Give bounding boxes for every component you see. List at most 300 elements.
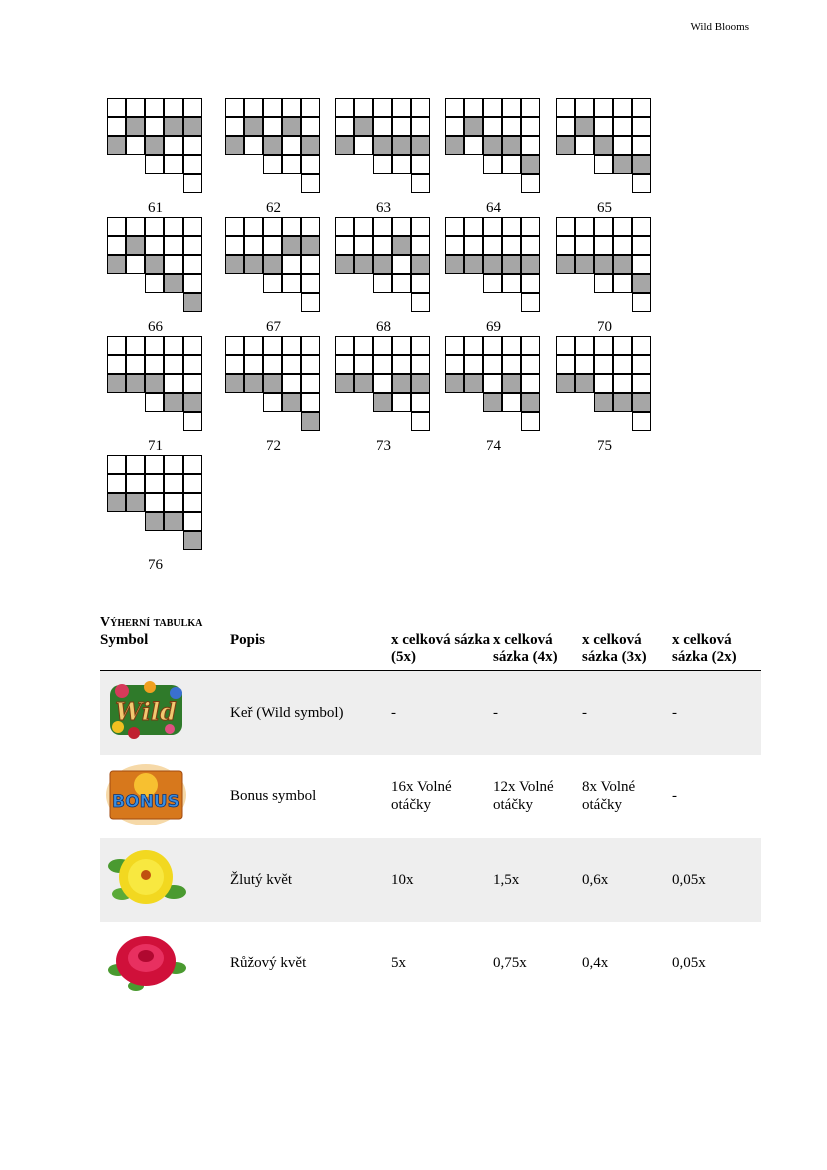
payline-pattern xyxy=(335,217,432,352)
payline-cell xyxy=(411,217,430,236)
payline-cell xyxy=(502,117,521,136)
payline-cell-filled xyxy=(107,374,126,393)
payline-cell xyxy=(354,136,373,155)
pink-rose-icon xyxy=(106,930,186,992)
payline-cell-filled xyxy=(244,255,263,274)
payline-cell-filled xyxy=(164,274,183,293)
payline-cell xyxy=(164,336,183,355)
payline-cell-filled xyxy=(483,255,502,274)
payline-cell xyxy=(373,274,392,293)
payline-cell xyxy=(225,236,244,255)
payline-cell xyxy=(301,393,320,412)
payline-cell xyxy=(164,374,183,393)
payline-pattern xyxy=(556,98,653,233)
payline-cell-filled xyxy=(613,255,632,274)
payline-cell xyxy=(613,355,632,374)
payline-cell xyxy=(183,355,202,374)
payline-cell xyxy=(282,274,301,293)
payline-number: 64 xyxy=(486,200,501,216)
payline-cell xyxy=(521,374,540,393)
payline-pattern xyxy=(335,336,432,471)
payline-cell xyxy=(301,174,320,193)
payline-cell xyxy=(164,217,183,236)
payline-cell xyxy=(107,355,126,374)
payline-number: 73 xyxy=(376,438,391,454)
payline-cell xyxy=(225,117,244,136)
table-row xyxy=(100,671,761,755)
payline-cell xyxy=(392,274,411,293)
payline-number: 72 xyxy=(266,438,281,454)
payline-cell-filled xyxy=(632,393,651,412)
payout-2x: 0,05x xyxy=(672,955,706,972)
payline-cell xyxy=(183,255,202,274)
payline-pattern xyxy=(225,98,322,233)
payline-cell-filled xyxy=(126,236,145,255)
payline-cell xyxy=(301,336,320,355)
payline-cell xyxy=(373,217,392,236)
payline-cell xyxy=(183,455,202,474)
payline-cell xyxy=(502,236,521,255)
payline-cell xyxy=(556,355,575,374)
payline-cell xyxy=(502,155,521,174)
payline-cell-filled xyxy=(575,255,594,274)
payline-cell xyxy=(521,98,540,117)
payline-number: 71 xyxy=(148,438,163,454)
payline-cell xyxy=(632,174,651,193)
payline-cell-filled xyxy=(556,136,575,155)
payline-cell-filled xyxy=(263,255,282,274)
payline-number: 61 xyxy=(148,200,163,216)
payline-cell xyxy=(632,136,651,155)
payline-cell xyxy=(282,155,301,174)
payline-pattern xyxy=(107,217,204,352)
payline-cell-filled xyxy=(392,236,411,255)
payline-cell xyxy=(502,355,521,374)
payline-cell xyxy=(107,336,126,355)
payline-cell xyxy=(411,117,430,136)
wild-symbol-icon xyxy=(106,679,186,741)
payline-cell-filled xyxy=(263,374,282,393)
payline-cell-filled xyxy=(392,136,411,155)
payline-cell-filled xyxy=(411,255,430,274)
payline-cell xyxy=(575,355,594,374)
payline-cell xyxy=(145,393,164,412)
payline-cell-filled xyxy=(244,374,263,393)
payline-cell xyxy=(594,98,613,117)
payline-cell xyxy=(373,336,392,355)
payline-cell xyxy=(183,474,202,493)
payline-cell xyxy=(594,336,613,355)
payline-cell xyxy=(183,217,202,236)
payline-cell xyxy=(594,236,613,255)
payline-cell-filled xyxy=(594,255,613,274)
paytable xyxy=(100,632,761,1005)
payline-cell xyxy=(483,217,502,236)
payline-cell xyxy=(263,336,282,355)
payline-cell xyxy=(145,274,164,293)
payline-number: 76 xyxy=(148,557,163,573)
payline-number: 69 xyxy=(486,319,501,335)
payline-cell xyxy=(126,136,145,155)
payline-cell xyxy=(411,355,430,374)
payline-cell xyxy=(164,255,183,274)
payline-cell xyxy=(594,155,613,174)
payline-cell-filled xyxy=(464,374,483,393)
payline-cell-filled xyxy=(613,155,632,174)
payline-cell xyxy=(521,293,540,312)
table-row xyxy=(100,922,761,1006)
payline-cell xyxy=(301,355,320,374)
payline-cell xyxy=(164,98,183,117)
payline-cell xyxy=(373,236,392,255)
payline-cell-filled xyxy=(164,393,183,412)
payline-cell xyxy=(301,274,320,293)
payline-cell-filled xyxy=(335,255,354,274)
payout-3x: 0,6x xyxy=(582,838,672,922)
payline-cell xyxy=(263,236,282,255)
page-header-title: Wild Blooms xyxy=(690,21,749,33)
payline-cell xyxy=(411,98,430,117)
payline-cell xyxy=(613,136,632,155)
payline-cell xyxy=(575,217,594,236)
col-description: Popis xyxy=(230,632,391,671)
payline-pattern xyxy=(107,336,204,471)
payline-cell-filled xyxy=(282,117,301,136)
payline-cell xyxy=(613,217,632,236)
payline-cell xyxy=(483,336,502,355)
payline-cell xyxy=(502,336,521,355)
payline-cell xyxy=(632,355,651,374)
payline-cell-filled xyxy=(521,155,540,174)
payline-cell xyxy=(244,236,263,255)
payline-cell-filled xyxy=(145,136,164,155)
payline-cell xyxy=(411,393,430,412)
payout-5x: - xyxy=(391,671,493,755)
payline-cell-filled xyxy=(126,374,145,393)
bonus-symbol-icon xyxy=(106,763,186,825)
payline-cell-filled xyxy=(632,274,651,293)
payline-cell-filled xyxy=(445,255,464,274)
payline-cell xyxy=(244,217,263,236)
payline-cell xyxy=(594,117,613,136)
payline-cell xyxy=(392,98,411,117)
payline-cell xyxy=(145,236,164,255)
payline-cell-filled xyxy=(183,293,202,312)
payline-cell xyxy=(282,136,301,155)
payline-cell-filled xyxy=(225,255,244,274)
payline-cell xyxy=(301,98,320,117)
payline-cell xyxy=(263,117,282,136)
paytable-title: Výherní tabulka xyxy=(100,615,203,630)
payout-4x: 12x Volné otáčky xyxy=(493,779,554,814)
payline-cell xyxy=(164,355,183,374)
payout-2x: - xyxy=(672,671,761,755)
payline-pattern xyxy=(556,217,653,352)
payline-cell-filled xyxy=(301,412,320,431)
payline-cell xyxy=(354,98,373,117)
payline-cell-filled xyxy=(225,374,244,393)
payline-cell xyxy=(244,355,263,374)
payline-number: 70 xyxy=(597,319,612,335)
payline-cell xyxy=(107,236,126,255)
payline-cell xyxy=(632,98,651,117)
payline-cell-filled xyxy=(464,255,483,274)
payline-cell-filled xyxy=(464,117,483,136)
payline-cell xyxy=(464,98,483,117)
payline-cell-filled xyxy=(392,374,411,393)
payline-cell xyxy=(521,412,540,431)
payline-cell xyxy=(483,98,502,117)
payline-cell xyxy=(392,155,411,174)
payout-4x: - xyxy=(493,671,582,755)
payline-cell xyxy=(282,98,301,117)
payline-cell xyxy=(301,117,320,136)
payline-cell-filled xyxy=(483,136,502,155)
payline-cell xyxy=(613,374,632,393)
payline-cell xyxy=(301,155,320,174)
payline-cell xyxy=(183,512,202,531)
payline-cell xyxy=(282,374,301,393)
payline-cell xyxy=(107,117,126,136)
payline-cell xyxy=(145,355,164,374)
payline-cell xyxy=(556,98,575,117)
payline-cell xyxy=(483,355,502,374)
payline-cell xyxy=(613,274,632,293)
payline-cell xyxy=(183,374,202,393)
payline-cell-filled xyxy=(282,393,301,412)
payline-cell xyxy=(183,412,202,431)
payline-cell xyxy=(575,98,594,117)
payline-cell xyxy=(263,393,282,412)
payline-cell xyxy=(126,455,145,474)
payline-cell xyxy=(282,336,301,355)
payline-cell-filled xyxy=(445,136,464,155)
payline-cell-filled xyxy=(145,512,164,531)
payline-cell xyxy=(301,217,320,236)
payline-cell xyxy=(613,98,632,117)
payline-cell xyxy=(301,255,320,274)
payline-cell xyxy=(411,274,430,293)
payline-cell-filled xyxy=(183,117,202,136)
yellow-flower-icon xyxy=(106,846,186,908)
payline-cell xyxy=(445,98,464,117)
payline-cell xyxy=(556,217,575,236)
payline-cell xyxy=(145,474,164,493)
payline-cell xyxy=(301,293,320,312)
payline-cell-filled xyxy=(126,493,145,512)
payline-cell-filled xyxy=(411,136,430,155)
payline-cell xyxy=(521,355,540,374)
payline-cell xyxy=(521,136,540,155)
payline-cell xyxy=(145,455,164,474)
payline-cell xyxy=(483,274,502,293)
symbol-name: Keř (Wild symbol) xyxy=(230,671,391,755)
payline-cell xyxy=(632,293,651,312)
payline-cell xyxy=(392,255,411,274)
payline-cell xyxy=(244,136,263,155)
payline-cell-filled xyxy=(282,236,301,255)
payline-cell xyxy=(126,255,145,274)
payline-cell xyxy=(183,174,202,193)
payline-cell-filled xyxy=(183,393,202,412)
payline-cell xyxy=(225,217,244,236)
payline-cell xyxy=(521,336,540,355)
payline-number: 66 xyxy=(148,319,163,335)
symbol-name: Bonus symbol xyxy=(230,788,317,805)
payout-3x: - xyxy=(582,671,672,755)
payline-cell xyxy=(411,293,430,312)
col-5x: x celková sázka (5x) xyxy=(391,632,493,671)
payline-cell xyxy=(244,336,263,355)
payline-cell xyxy=(411,336,430,355)
payout-4x: 0,75x xyxy=(493,955,527,972)
payline-cell xyxy=(392,393,411,412)
payline-cell xyxy=(282,255,301,274)
payline-cell xyxy=(354,236,373,255)
payline-cell xyxy=(335,117,354,136)
payline-pattern xyxy=(556,336,653,471)
payline-cell xyxy=(483,374,502,393)
payline-cell xyxy=(521,217,540,236)
payout-4x: 1,5x xyxy=(493,838,582,922)
payline-cell xyxy=(594,217,613,236)
table-row xyxy=(100,838,761,922)
payout-3x: 8x Volné otáčky xyxy=(582,779,636,814)
payline-cell xyxy=(282,217,301,236)
payline-cell-filled xyxy=(335,374,354,393)
payline-cell xyxy=(282,355,301,374)
payline-cell-filled xyxy=(594,136,613,155)
payline-cell xyxy=(126,336,145,355)
payline-cell xyxy=(392,117,411,136)
payline-cell xyxy=(164,493,183,512)
payline-cell xyxy=(521,117,540,136)
table-row xyxy=(100,755,761,839)
payline-cell xyxy=(263,155,282,174)
payline-cell xyxy=(145,493,164,512)
payline-cell xyxy=(225,98,244,117)
payline-cell xyxy=(632,374,651,393)
payline-cell xyxy=(373,155,392,174)
payline-cell xyxy=(335,236,354,255)
payline-cell xyxy=(594,355,613,374)
payline-cell-filled xyxy=(556,255,575,274)
payline-pattern xyxy=(225,217,322,352)
payline-number: 65 xyxy=(597,200,612,216)
payline-cell xyxy=(464,336,483,355)
payline-cell xyxy=(183,336,202,355)
payline-cell-filled xyxy=(575,374,594,393)
payline-pattern xyxy=(107,98,204,233)
payline-cell xyxy=(107,455,126,474)
col-2x: x celková sázka (2x) xyxy=(672,632,761,671)
payline-cell xyxy=(392,217,411,236)
payline-pattern xyxy=(445,98,542,233)
payline-cell xyxy=(263,217,282,236)
payline-cell-filled xyxy=(373,393,392,412)
payline-cell-filled xyxy=(164,117,183,136)
payline-cell xyxy=(594,274,613,293)
payline-cell xyxy=(335,336,354,355)
payline-cell xyxy=(613,117,632,136)
payline-cell xyxy=(392,355,411,374)
payline-cell xyxy=(225,336,244,355)
payline-cell-filled xyxy=(373,255,392,274)
col-3x: x celková sázka (3x) xyxy=(582,632,672,671)
payline-cell xyxy=(373,117,392,136)
payline-cell xyxy=(126,217,145,236)
payline-cell xyxy=(613,336,632,355)
payline-cell xyxy=(392,336,411,355)
payline-cell-filled xyxy=(126,117,145,136)
payline-cell xyxy=(521,236,540,255)
payline-cell xyxy=(445,355,464,374)
payline-cell xyxy=(263,355,282,374)
payline-cell xyxy=(354,336,373,355)
payline-cell xyxy=(164,455,183,474)
payline-cell-filled xyxy=(183,531,202,550)
payline-cell xyxy=(244,98,263,117)
payline-cell xyxy=(126,98,145,117)
col-symbol: Symbol xyxy=(100,632,230,671)
payline-cell xyxy=(445,236,464,255)
payline-cell xyxy=(335,98,354,117)
payline-cell xyxy=(502,274,521,293)
payline-cell-filled xyxy=(502,374,521,393)
payline-cell xyxy=(483,155,502,174)
payline-pattern xyxy=(445,217,542,352)
payline-cell xyxy=(164,474,183,493)
payline-cell-filled xyxy=(145,255,164,274)
symbol-name: Žlutý květ xyxy=(230,838,391,922)
payline-cell-filled xyxy=(483,393,502,412)
payline-cell xyxy=(164,155,183,174)
payline-cell xyxy=(373,355,392,374)
payout-5x: 5x xyxy=(391,955,406,972)
payline-cell xyxy=(145,155,164,174)
payline-cell xyxy=(445,217,464,236)
payline-number: 68 xyxy=(376,319,391,335)
payline-cell xyxy=(613,236,632,255)
payline-cell xyxy=(502,393,521,412)
payline-cell xyxy=(632,217,651,236)
payline-cell xyxy=(632,412,651,431)
payline-pattern xyxy=(107,455,204,590)
payline-cell xyxy=(556,336,575,355)
payline-cell-filled xyxy=(354,255,373,274)
payline-cell-filled xyxy=(301,136,320,155)
payline-cell-filled xyxy=(145,374,164,393)
payline-cell xyxy=(464,355,483,374)
payline-cell xyxy=(445,117,464,136)
payline-cell xyxy=(521,174,540,193)
payline-cell-filled xyxy=(521,255,540,274)
payout-3x: 0,4x xyxy=(582,955,609,972)
payline-cell xyxy=(183,155,202,174)
payline-cell-filled xyxy=(594,393,613,412)
payline-cell xyxy=(145,98,164,117)
payline-cell xyxy=(411,236,430,255)
payline-cell xyxy=(354,217,373,236)
payline-cell xyxy=(335,355,354,374)
payline-cell-filled xyxy=(354,117,373,136)
payout-5x: 10x xyxy=(391,838,493,922)
payline-cell xyxy=(373,374,392,393)
payline-cell xyxy=(632,117,651,136)
payline-cell xyxy=(354,355,373,374)
payline-pattern xyxy=(335,98,432,233)
payline-pattern xyxy=(225,336,322,471)
